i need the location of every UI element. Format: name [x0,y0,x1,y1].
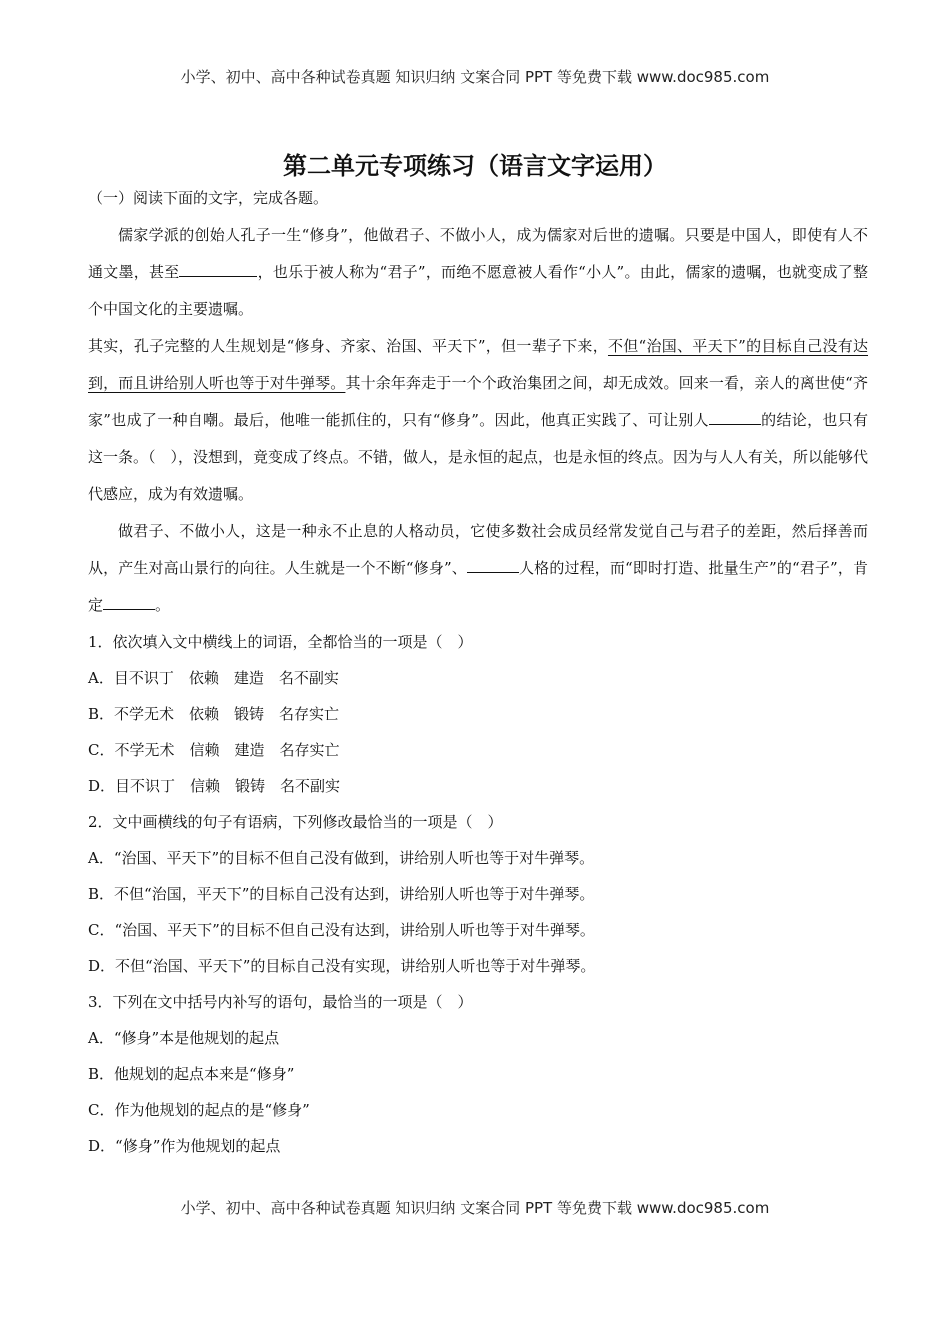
option-a: A．“修身”本是他规划的起点 [88,1029,280,1047]
option-d: D．目不识丁 信赖 锻铸 名不副实 [88,777,341,795]
paragraph-2-part-a: 其实，孔子完整的人生规划是“修身、齐家、治国、平天下”，但一辈子下来， [88,337,608,355]
option-c: C．不学无术 信赖 建造 名存实亡 [88,741,340,759]
question-stem: 2．文中画横线的句子有语病，下列修改最恰当的一项是（ ） [88,813,503,831]
section-heading: （一）阅读下面的文字，完成各题。 [88,189,329,207]
page-title: 第二单元专项练习（语言文字运用） [283,152,667,180]
paragraph-1-part-a: 儒家学派的创始人孔子一生“修身”，他做君子、不做小人，成为儒家对后世的遗嘱。只要是中国人，即使有人不通文墨，甚至 [88,226,868,281]
page-footer: 小学、初中、高中各种试卷真题 知识归纳 文案合同 PPT 等免费下载 www.doc985.com [180,1199,770,1217]
option-a: A．目不识丁 依赖 建造 名不副实 [88,669,339,687]
blank-3 [467,555,519,573]
option-a: A．“治国、平天下”的目标不但自己没有做到，讲给别人听也等于对牛弹琴。 [88,849,595,867]
document-body [88,185,868,1164]
paragraph-3-part-c: 。 [155,596,171,614]
paragraph-3-part-b: 人格的过程，而“即时打造、批量生产”的“君子”，肯定 [88,559,868,614]
paragraph-3 [88,513,868,624]
blank-4 [103,592,155,610]
page-header: 小学、初中、高中各种试卷真题 知识归纳 文案合同 PPT 等免费下载 www.doc985.com [180,68,770,86]
paragraph-2-part-c: 的结论，也只有这一条。（ ），没想到，竟变成了终点。不错，做人，是永恒的起点，也是永恒的终点。因为与人人有关，所以能够代代感应，成为有效遗嘱。 [88,411,869,503]
blank-1 [179,259,257,277]
option-b: B．不学无术 依赖 锻铸 名存实亡 [88,705,340,723]
paragraph-1-part-b: ，也乐于被人称为“君子”，而绝不愿意被人看作“小人”。由此，儒家的遗嘱，也就变成了整个中国文化的主要遗嘱。 [88,263,868,318]
paragraph-3-part-a: 做君子、不做小人，这是一种永不止息的人格动员，它使多数社会成员经常发觉自己与君子的差距，然后择善而从，产生对高山景行的向往。人生就是一个不断“修身”、 [88,522,868,577]
question-stem: 1．依次填入文中横线上的词语，全都恰当的一项是（ ） [88,633,473,651]
option-c: C．作为他规划的起点的是“修身” [88,1101,310,1119]
question-2 [88,804,868,984]
option-c: C．“治国、平天下”的目标不但自己没有达到，讲给别人听也等于对牛弹琴。 [88,921,595,939]
option-d: D．“修身”作为他规划的起点 [88,1137,281,1155]
option-b: B．他规划的起点本来是“修身” [88,1065,295,1083]
question-stem: 3．下列在文中括号内补写的语句，最恰当的一项是（ ） [88,993,473,1011]
blank-2 [709,407,761,425]
paragraph-1 [88,217,868,328]
paragraph-2-part-b: 其十余年奔走于一个个政治集团之间，却无成效。回来一看，亲人的离世使“齐家”也成了一种自嘲。最后，他唯一能抓住的，只有“修身”。因此，他真正实践了、可让别人 [88,374,868,429]
underlined-sentence: 不但“治国、平天下”的目标自己没有达到，而且讲给别人听也等于对牛弹琴。 [88,337,869,392]
option-b: B．不但“治国，平天下”的目标自己没有达到，讲给别人听也等于对牛弹琴。 [88,885,595,903]
question-1 [88,624,868,804]
paragraph-2 [88,328,868,513]
question-3 [88,984,868,1164]
option-d: D．不但“治国、平天下”的目标自己没有实现，讲给别人听也等于对牛弹琴。 [88,957,596,975]
reading-passage [88,217,868,624]
